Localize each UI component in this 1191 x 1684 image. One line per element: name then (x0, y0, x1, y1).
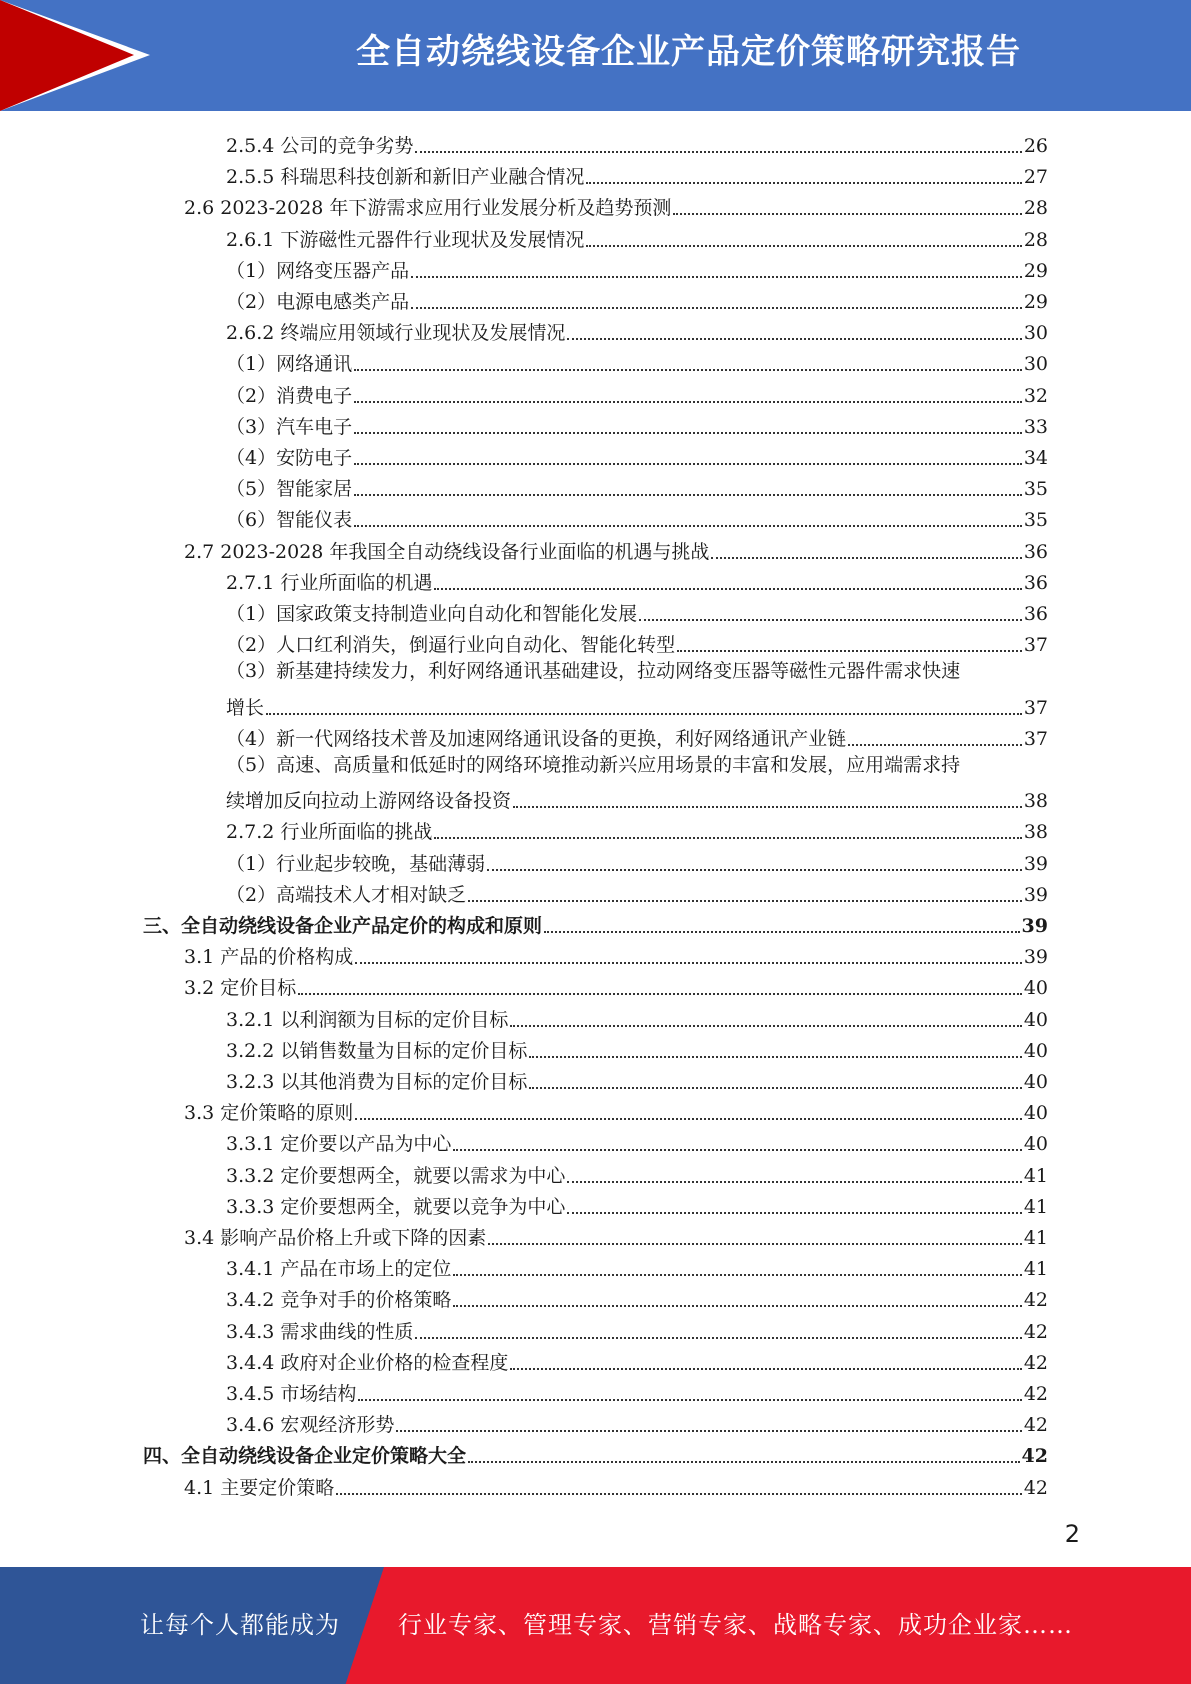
toc-entry-page: 35 (1023, 509, 1048, 531)
toc-entry-page: 39 (1023, 946, 1048, 968)
toc-entry[interactable] (226, 846, 1048, 877)
toc-entry-page: 34 (1023, 447, 1048, 469)
toc-entry-page: 33 (1023, 416, 1048, 438)
toc-entry[interactable] (226, 502, 1048, 533)
toc-dot-leader (434, 588, 1021, 590)
toc-entry[interactable] (226, 1376, 1048, 1407)
header-arrow-icon (0, 0, 134, 111)
toc-entry-page: 30 (1023, 322, 1048, 344)
toc-entry-label: 3.4.1 产品在市场上的定位 (226, 1258, 452, 1280)
toc-dot-leader (468, 900, 1022, 902)
toc-entry[interactable] (226, 877, 1048, 908)
toc-entry[interactable] (184, 1220, 1048, 1251)
toc-entry[interactable] (226, 315, 1048, 346)
toc-entry-page: 42 (1023, 1321, 1048, 1343)
footer-slogan-left: 让每个人都能成为 (140, 1611, 340, 1639)
toc-dot-leader (510, 1025, 1021, 1027)
toc-dot-leader (355, 1118, 1022, 1120)
toc-entry-label: 3.3.2 定价要想两全，就要以需求为中心 (226, 1165, 566, 1187)
toc-dot-leader (434, 837, 1021, 839)
toc-dot-leader (453, 1305, 1021, 1307)
toc-dot-leader (354, 369, 1022, 371)
toc-dot-leader (513, 806, 1022, 808)
toc-entry-page: 39 (1021, 915, 1048, 937)
toc-dot-leader (415, 1337, 1021, 1339)
toc-entry-page: 42 (1021, 1445, 1048, 1467)
toc-entry[interactable] (226, 284, 1048, 315)
toc-entry[interactable] (143, 1438, 1048, 1469)
toc-entry[interactable] (226, 596, 1048, 627)
toc-entry-page: 28 (1023, 197, 1048, 219)
toc-entry[interactable] (226, 253, 1048, 284)
toc-dot-leader (848, 744, 1022, 746)
toc-dot-leader (586, 245, 1021, 247)
toc-entry[interactable] (143, 908, 1048, 939)
toc-entry[interactable] (226, 783, 1048, 814)
document-title: 全自动绕线设备企业产品定价策略研究报告 (356, 32, 1021, 72)
toc-entry-label: （2）高端技术人才相对缺乏 (226, 884, 467, 906)
toc-entry-page: 40 (1023, 1009, 1048, 1031)
toc-dot-leader (510, 1368, 1021, 1370)
toc-dot-leader (567, 1181, 1021, 1183)
toc-entry-page: 41 (1023, 1165, 1048, 1187)
toc-entry-label: 四、全自动绕线设备企业定价策略大全 (143, 1445, 467, 1467)
toc-entry-label: （1）网络变压器产品 (226, 260, 410, 282)
page-header (0, 0, 1191, 111)
toc-entry-page: 40 (1023, 1133, 1048, 1155)
toc-entry-label: 2.6 2023-2028 年下游需求应用行业发展分析及趋势预测 (184, 197, 672, 219)
toc-entry-label: 2.5.5 科瑞思科技创新和新旧产业融合情况 (226, 166, 585, 188)
toc-entry-page: 42 (1023, 1289, 1048, 1311)
toc-entry-page: 35 (1023, 478, 1048, 500)
toc-entry-page: 40 (1023, 1071, 1048, 1093)
toc-dot-leader (358, 1399, 1021, 1401)
toc-entry-text[interactable]: （3）新基建持续发力，利好网络通讯基础建设，拉动网络变压器等磁性元器件需求快速 (226, 660, 961, 682)
toc-dot-leader (488, 1243, 1022, 1245)
toc-entry-page: 41 (1023, 1196, 1048, 1218)
toc-dot-leader (639, 619, 1022, 621)
toc-entry[interactable] (226, 1064, 1048, 1095)
toc-entry-page: 41 (1023, 1227, 1048, 1249)
toc-entry-page: 29 (1023, 260, 1048, 282)
toc-entry[interactable] (226, 409, 1048, 440)
toc-entry-label: 2.7.1 行业所面临的机遇 (226, 572, 433, 594)
toc-entry-label: 续增加反向拉动上游网络设备投资 (226, 790, 512, 812)
toc-entry-page: 38 (1023, 790, 1048, 812)
toc-entry-label: （1）网络通讯 (226, 353, 353, 375)
toc-entry[interactable] (226, 1345, 1048, 1376)
toc-entry-page: 42 (1023, 1352, 1048, 1374)
toc-entry-label: 3.4 影响产品价格上升或下降的因素 (184, 1227, 487, 1249)
toc-dot-leader (711, 557, 1021, 559)
toc-entry-page: 30 (1023, 353, 1048, 375)
toc-dot-leader (298, 993, 1022, 995)
toc-entry-page: 29 (1023, 291, 1048, 313)
toc-dot-leader (415, 151, 1021, 153)
toc-dot-leader (411, 307, 1022, 309)
toc-entry[interactable] (226, 346, 1048, 377)
toc-entry[interactable] (184, 1095, 1048, 1126)
toc-entry-page: 40 (1023, 977, 1048, 999)
toc-entry-label: （4）新一代网络技术普及加速网络通讯设备的更换，利好网络通讯产业链 (226, 728, 847, 750)
toc-entry-label: （2）消费电子 (226, 385, 353, 407)
toc-entry-label: （2）人口红利消失，倒逼行业向自动化、智能化转型 (226, 634, 676, 656)
toc-entry[interactable] (226, 1158, 1048, 1189)
toc-entry-label: 2.6.1 下游磁性元器件行业现状及发展情况 (226, 229, 585, 251)
toc-entry-page: 27 (1023, 166, 1048, 188)
toc-dot-leader (354, 401, 1022, 403)
toc-entry-label: 3.2.1 以利润额为目标的定价目标 (226, 1009, 509, 1031)
toc-dot-leader (673, 213, 1021, 215)
toc-entry[interactable] (226, 222, 1048, 253)
toc-dot-leader (411, 276, 1022, 278)
toc-entry-label: 三、全自动绕线设备企业产品定价的构成和原则 (143, 915, 543, 937)
toc-entry-label: （5）智能家居 (226, 478, 353, 500)
toc-entry[interactable] (184, 970, 1048, 1001)
toc-entry[interactable] (226, 1407, 1048, 1438)
toc-dot-leader (354, 463, 1022, 465)
toc-entry-label: 3.4.2 竞争对手的价格策略 (226, 1289, 452, 1311)
page-number: 2 (1064, 1520, 1080, 1548)
toc-dot-leader (677, 650, 1022, 652)
toc-dot-leader (586, 182, 1021, 184)
toc-entry-page: 42 (1023, 1383, 1048, 1405)
toc-entry[interactable] (184, 534, 1048, 565)
toc-entry-page: 42 (1023, 1414, 1048, 1436)
toc-entry[interactable] (226, 159, 1048, 190)
toc-entry-label: 2.7.2 行业所面临的挑战 (226, 821, 433, 843)
toc-dot-leader (453, 1149, 1021, 1151)
toc-dot-leader (354, 432, 1022, 434)
toc-dot-leader (354, 525, 1022, 527)
toc-entry[interactable] (226, 471, 1048, 502)
toc-entry[interactable] (184, 1470, 1048, 1501)
toc-entry-label: 3.3.1 定价要以产品为中心 (226, 1133, 452, 1155)
toc-entry-page: 40 (1023, 1040, 1048, 1062)
toc-entry-label: （3）汽车电子 (226, 416, 353, 438)
footer-slogan-right: 行业专家、管理专家、营销专家、战略专家、成功企业家…… (398, 1611, 1073, 1639)
toc-entry-label: （1）国家政策支持制造业向自动化和智能化发展 (226, 603, 638, 625)
toc-entry[interactable] (226, 128, 1048, 159)
toc-dot-leader (529, 1087, 1021, 1089)
toc-dot-leader (266, 713, 1022, 715)
toc-entry-label: （6）智能仪表 (226, 509, 353, 531)
toc-entry-label: 3.4.6 宏观经济形势 (226, 1414, 395, 1436)
toc-entry-label: 3.3.3 定价要想两全，就要以竞争为中心 (226, 1196, 566, 1218)
toc-dot-leader (336, 1493, 1022, 1495)
toc-entry[interactable] (226, 440, 1048, 471)
toc-entry-label: 2.7 2023-2028 年我国全自动绕线设备行业面临的机遇与挑战 (184, 541, 710, 563)
toc-entry-label: 3.3 定价策略的原则 (184, 1102, 354, 1124)
toc-entry[interactable] (226, 690, 1048, 721)
toc-entry-page: 38 (1023, 821, 1048, 843)
toc-entry[interactable] (226, 1251, 1048, 1282)
toc-entry-page: 37 (1023, 634, 1048, 656)
toc-entry-label: 3.4.3 需求曲线的性质 (226, 1321, 414, 1343)
toc-dot-leader (567, 338, 1021, 340)
toc-entry-page: 28 (1023, 229, 1048, 251)
toc-entry-label: 3.4.4 政府对企业价格的检查程度 (226, 1352, 509, 1374)
toc-entry[interactable] (184, 190, 1048, 221)
toc-entry-page: 39 (1023, 853, 1048, 875)
toc-entry-page: 37 (1023, 728, 1048, 750)
toc-entry[interactable] (226, 1126, 1048, 1157)
toc-dot-leader (396, 1430, 1021, 1432)
page-footer (0, 1567, 1191, 1684)
toc-dot-leader (355, 962, 1022, 964)
toc-entry-label: （1）行业起步较晚，基础薄弱 (226, 853, 486, 875)
toc-entry-page: 39 (1023, 884, 1048, 906)
toc-entry-label: 3.2 定价目标 (184, 977, 297, 999)
toc-entry[interactable] (226, 627, 1048, 658)
toc-entry-text[interactable]: （5）高速、高质量和低延时的网络环境推动新兴应用场景的丰富和发展，应用端需求持 (226, 754, 961, 776)
toc-entry-label: （4）安防电子 (226, 447, 353, 469)
toc-entry-page: 42 (1023, 1477, 1048, 1499)
toc-entry-label: 3.2.2 以销售数量为目标的定价目标 (226, 1040, 528, 1062)
toc-entry[interactable] (226, 814, 1048, 845)
toc-entry-page: 37 (1023, 697, 1048, 719)
toc-entry-label: 2.5.4 公司的竞争劣势 (226, 135, 414, 157)
toc-entry[interactable] (226, 378, 1048, 409)
toc-entry-page: 41 (1023, 1258, 1048, 1280)
toc-entry-label: 增长 (226, 697, 265, 719)
toc-dot-leader (468, 1461, 1020, 1463)
toc-entry[interactable] (226, 1033, 1048, 1064)
toc-entry[interactable] (184, 939, 1048, 970)
toc-entry[interactable] (226, 1282, 1048, 1313)
toc-entry-page: 36 (1023, 603, 1048, 625)
toc-entry-page: 40 (1023, 1102, 1048, 1124)
toc-entry-label: 3.2.3 以其他消费为目标的定价目标 (226, 1071, 528, 1093)
toc-dot-leader (453, 1274, 1021, 1276)
toc-entry-page: 36 (1023, 572, 1048, 594)
toc-entry-label: （2）电源电感类产品 (226, 291, 410, 313)
toc-entry[interactable] (226, 1002, 1048, 1033)
toc-entry-label: 4.1 主要定价策略 (184, 1477, 335, 1499)
toc-dot-leader (529, 1056, 1021, 1058)
toc-entry[interactable] (226, 721, 1048, 752)
toc-entry-page: 36 (1023, 541, 1048, 563)
toc-entry-label: 3.4.5 市场结构 (226, 1383, 357, 1405)
toc-entry-label: 2.6.2 终端应用领域行业现状及发展情况 (226, 322, 566, 344)
toc-dot-leader (544, 931, 1020, 933)
toc-entry[interactable] (226, 1189, 1048, 1220)
toc-entry-page: 26 (1023, 135, 1048, 157)
toc-dot-leader (567, 1212, 1021, 1214)
toc-dot-leader (354, 494, 1022, 496)
toc-entry-page: 32 (1023, 385, 1048, 407)
toc-entry[interactable] (226, 1314, 1048, 1345)
toc-entry-label: 3.1 产品的价格构成 (184, 946, 354, 968)
toc-entry[interactable] (226, 565, 1048, 596)
toc-dot-leader (487, 869, 1022, 871)
